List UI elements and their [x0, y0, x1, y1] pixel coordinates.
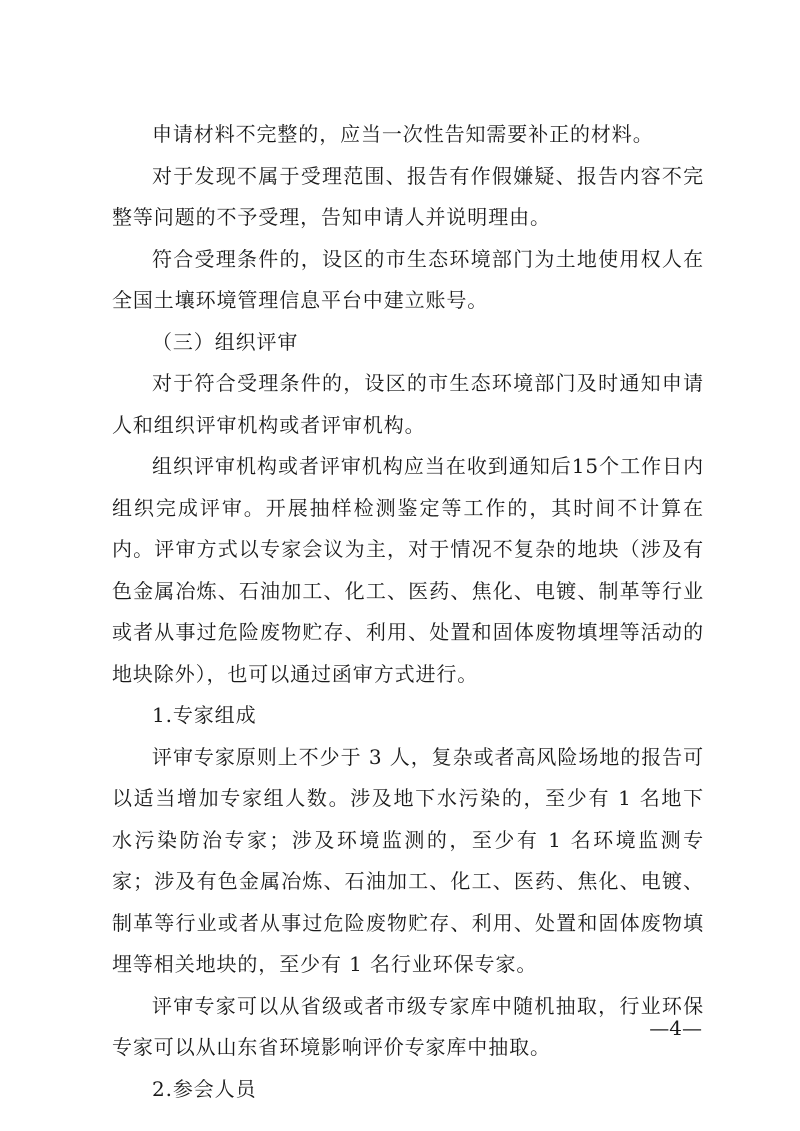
paragraph-expert-requirements: 评审专家原则上不少于 3 人，复杂或者高风险场地的报告可以适当增加专家组人数。涉及地下水污染的，至少有 1 名地下水污染防治专家；涉及环境监测的，至少有 1 名环境监测专家；涉及有色金属冶炼、石油加工、化工、医药、焦化、电镀、制革等行业或者从事过危险废物贮存、利用、处置和固体废物填埋等相关地块的，至少有 1 名行业环保专家。: [112, 744, 704, 976]
paragraph-notify-applicant: 对于符合受理条件的，设区的市生态环境部门及时通知申请人和组织评审机构或者评审机构。: [112, 371, 704, 437]
page-number: —4—: [649, 1016, 702, 1040]
section-heading-organize-review: （三）组织评审: [152, 329, 299, 354]
subheading-attendees: 2.参会人员: [152, 1076, 257, 1101]
paragraph-account-creation: 符合受理条件的，设区的市生态环境部门为土地使用权人在全国土壤环境管理信息平台中建立账号。: [112, 246, 704, 312]
paragraph-incomplete-materials: 申请材料不完整的，应当一次性告知需要补正的材料。: [152, 122, 654, 146]
subheading-expert-composition: 1.专家组成: [152, 703, 257, 727]
document-body: [112, 114, 704, 1110]
paragraph-rejection-conditions: 对于发现不属于受理范围、报告有作假嫌疑、报告内容不完整等问题的不予受理，告知申请人并说明理由。: [112, 163, 704, 229]
paragraph-expert-selection: 评审专家可以从省级或者市级专家库中随机抽取，行业环保专家可以从山东省环境影响评价专家库中抽取。: [112, 993, 704, 1059]
paragraph-review-timeline: 组织评审机构或者评审机构应当在收到通知后15个工作日内组织完成评审。开展抽样检测鉴定等工作的，其时间不计算在内。评审方式以专家会议为主，对于情况不复杂的地块（涉及有色金属冶炼、石油加工、化工、医药、焦化、电镀、制革等行业或者从事过危险废物贮存、利用、处置和固体废物填埋等活动的地块除外），也可以通过函审方式进行。: [112, 454, 704, 686]
